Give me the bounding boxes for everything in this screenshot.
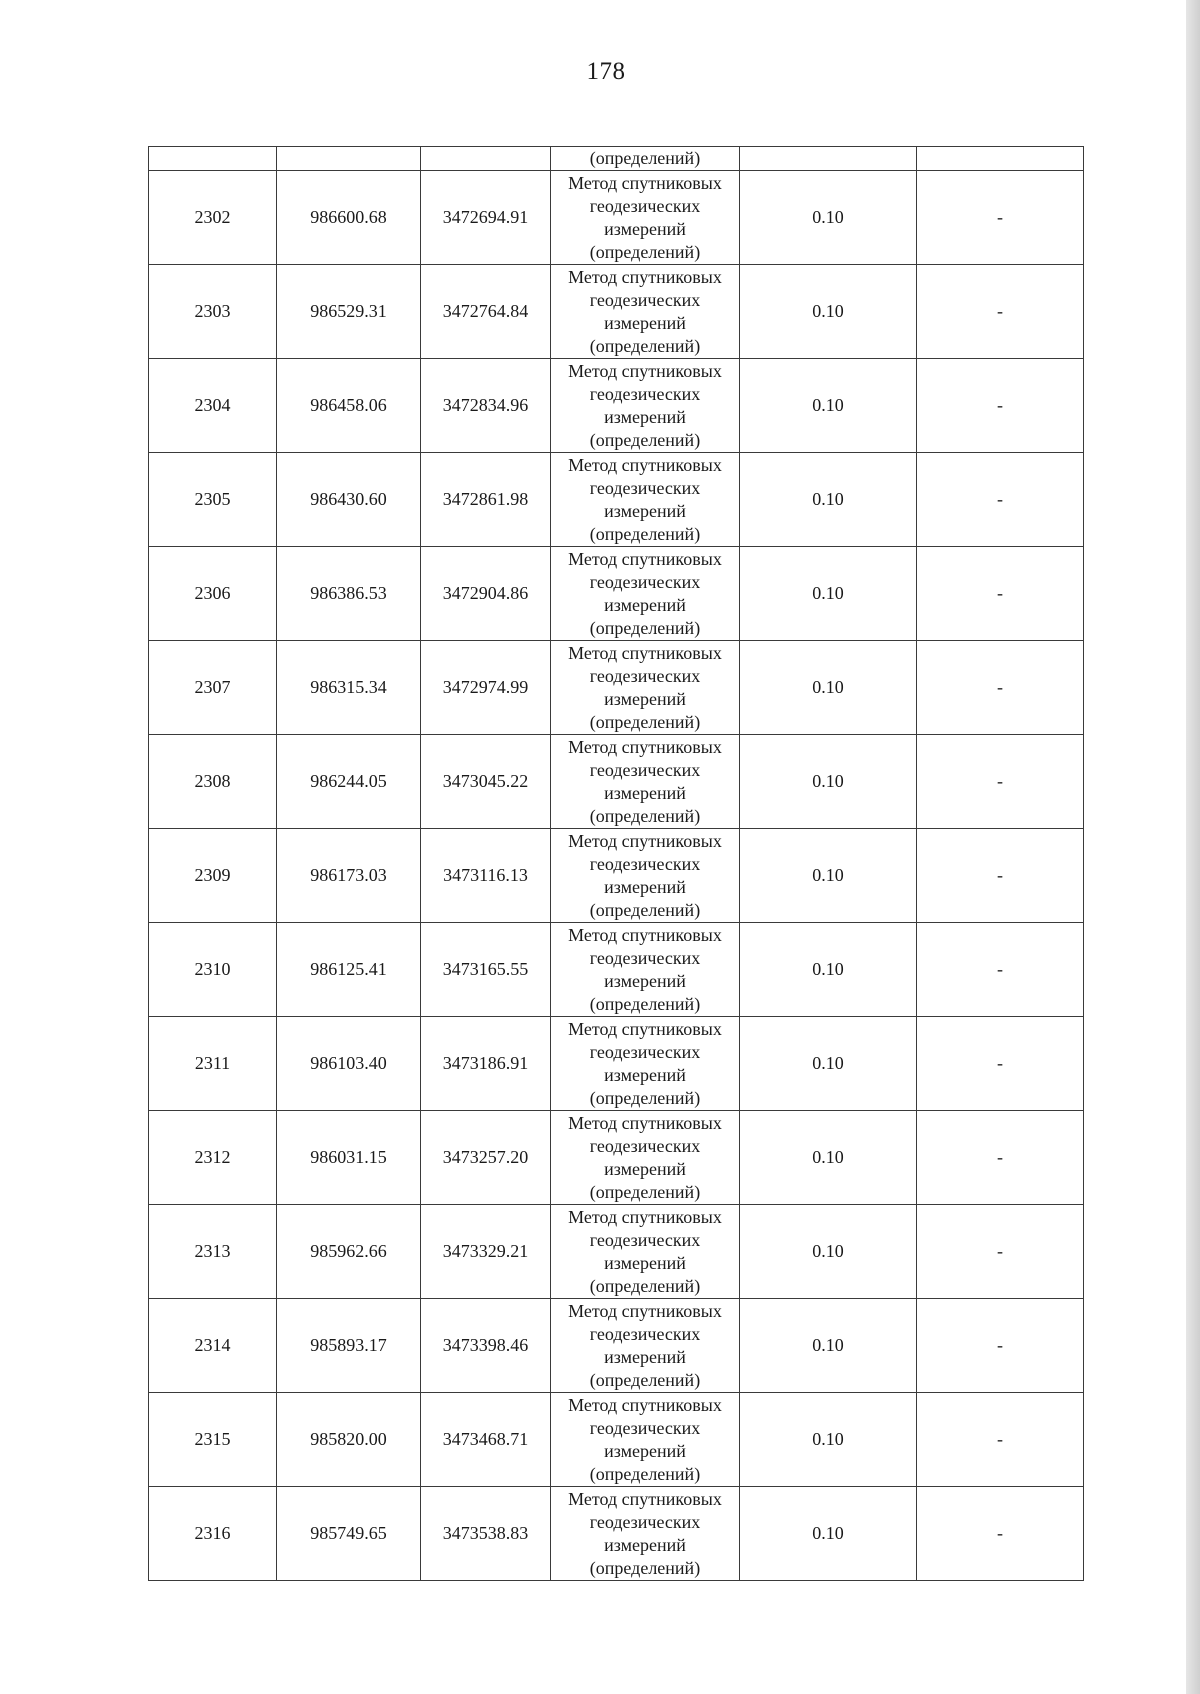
point-cell: 2310 — [149, 923, 277, 1017]
page-number: 178 — [586, 58, 626, 85]
note-cell: - — [917, 1205, 1084, 1299]
y-coordinate-cell: 3473165.55 — [421, 923, 551, 1017]
y-coordinate-cell: 3473116.13 — [421, 829, 551, 923]
method-line: измерений — [604, 970, 686, 991]
method-line: измерений — [604, 1158, 686, 1179]
note-cell: - — [917, 1393, 1084, 1487]
method-line: Метод спутниковых — [568, 266, 722, 287]
method-line: измерений — [604, 1440, 686, 1461]
method-cell — [551, 265, 740, 359]
method-line: (определений) — [589, 899, 701, 920]
method-line: (определений) — [589, 429, 701, 450]
table-row — [149, 453, 1084, 547]
table-row — [149, 1299, 1084, 1393]
x-coordinate-cell: 986386.53 — [277, 547, 421, 641]
accuracy-cell: 0.10 — [740, 735, 917, 829]
note-cell: - — [917, 735, 1084, 829]
method-line: измерений — [604, 594, 686, 615]
note-cell — [917, 147, 1084, 171]
accuracy-cell: 0.10 — [740, 1487, 917, 1581]
accuracy-cell: 0.10 — [740, 547, 917, 641]
note-cell: - — [917, 265, 1084, 359]
method-cell — [551, 1393, 740, 1487]
method-line: измерений — [604, 406, 686, 427]
method-line: Метод спутниковых — [568, 1300, 722, 1321]
method-line: измерений — [604, 688, 686, 709]
method-line: (определений) — [589, 711, 701, 732]
method-line: геодезических — [589, 1417, 701, 1438]
method-cell — [551, 453, 740, 547]
method-line: Метод спутниковых — [568, 736, 722, 757]
table-row — [149, 265, 1084, 359]
method-line: геодезических — [589, 195, 701, 216]
table-row — [149, 923, 1084, 1017]
method-line: Метод спутниковых — [568, 642, 722, 663]
method-line: геодезических — [589, 1135, 701, 1156]
y-coordinate-cell: 3473257.20 — [421, 1111, 551, 1205]
point-cell: 2309 — [149, 829, 277, 923]
x-cell — [277, 147, 421, 171]
method-line: геодезических — [589, 571, 701, 592]
accuracy-cell: 0.10 — [740, 453, 917, 547]
scan-edge-shadow — [1186, 0, 1200, 1694]
y-coordinate-cell: 3473045.22 — [421, 735, 551, 829]
note-cell: - — [917, 1487, 1084, 1581]
method-line: измерений — [604, 1064, 686, 1085]
method-line: Метод спутниковых — [568, 1206, 722, 1227]
method-cell — [551, 923, 740, 1017]
method-line: геодезических — [589, 477, 701, 498]
y-coordinate-cell: 3473468.71 — [421, 1393, 551, 1487]
method-line: геодезических — [589, 853, 701, 874]
point-cell: 2306 — [149, 547, 277, 641]
coordinates-table — [148, 146, 1084, 1581]
method-line: (определений) — [589, 993, 701, 1014]
x-coordinate-cell: 986529.31 — [277, 265, 421, 359]
accuracy-cell: 0.10 — [740, 923, 917, 1017]
method-line: Метод спутниковых — [568, 1488, 722, 1509]
method-line: (определений) — [589, 1181, 701, 1202]
y-coordinate-cell: 3472834.96 — [421, 359, 551, 453]
method-line: измерений — [604, 876, 686, 897]
method-line: измерений — [604, 782, 686, 803]
method-line: геодезических — [589, 947, 701, 968]
method-line: Метод спутниковых — [568, 924, 722, 945]
method-line: Метод спутниковых — [568, 1394, 722, 1415]
table-row — [149, 735, 1084, 829]
table-row — [149, 359, 1084, 453]
x-coordinate-cell: 986600.68 — [277, 171, 421, 265]
x-coordinate-cell: 986173.03 — [277, 829, 421, 923]
method-line: геодезических — [589, 289, 701, 310]
note-cell: - — [917, 641, 1084, 735]
method-line: геодезических — [589, 665, 701, 686]
x-coordinate-cell: 985820.00 — [277, 1393, 421, 1487]
method-cell — [551, 1205, 740, 1299]
method-line: Метод спутниковых — [568, 830, 722, 851]
method-line: (определений) — [589, 1463, 701, 1484]
method-line: (определений) — [589, 241, 701, 262]
note-cell: - — [917, 171, 1084, 265]
note-cell: - — [917, 453, 1084, 547]
accuracy-cell: 0.10 — [740, 1299, 917, 1393]
method-line: Метод спутниковых — [568, 360, 722, 381]
accuracy-cell: 0.10 — [740, 1017, 917, 1111]
method-line: Метод спутниковых — [568, 172, 722, 193]
accuracy-cell: 0.10 — [740, 171, 917, 265]
method-cell — [551, 1299, 740, 1393]
point-cell: 2307 — [149, 641, 277, 735]
note-cell: - — [917, 359, 1084, 453]
method-line: измерений — [604, 1534, 686, 1555]
table-row — [149, 1393, 1084, 1487]
method-cell — [551, 1487, 740, 1581]
accuracy-cell: 0.10 — [740, 1111, 917, 1205]
note-cell: - — [917, 1017, 1084, 1111]
y-coordinate-cell: 3472904.86 — [421, 547, 551, 641]
x-coordinate-cell: 986458.06 — [277, 359, 421, 453]
method-cell — [551, 829, 740, 923]
y-coordinate-cell: 3473186.91 — [421, 1017, 551, 1111]
table-row — [149, 1111, 1084, 1205]
note-cell: - — [917, 547, 1084, 641]
table-row — [149, 641, 1084, 735]
continuation-row — [149, 147, 1084, 171]
point-cell: 2304 — [149, 359, 277, 453]
point-cell: 2303 — [149, 265, 277, 359]
accuracy-cell — [740, 147, 917, 171]
point-cell: 2312 — [149, 1111, 277, 1205]
method-cell — [551, 171, 740, 265]
x-coordinate-cell: 985962.66 — [277, 1205, 421, 1299]
accuracy-cell: 0.10 — [740, 641, 917, 735]
y-coordinate-cell: 3473398.46 — [421, 1299, 551, 1393]
method-cell — [551, 359, 740, 453]
accuracy-cell: 0.10 — [740, 829, 917, 923]
y-coordinate-cell: 3472764.84 — [421, 265, 551, 359]
method-line: (определений) — [589, 805, 701, 826]
x-coordinate-cell: 986430.60 — [277, 453, 421, 547]
method-line: (определений) — [589, 1087, 701, 1108]
y-coordinate-cell: 3472861.98 — [421, 453, 551, 547]
method-cell — [551, 547, 740, 641]
y-coordinate-cell: 3472974.99 — [421, 641, 551, 735]
method-line: (определений) — [589, 1557, 701, 1578]
method-line: (определений) — [589, 1275, 701, 1296]
point-cell: 2311 — [149, 1017, 277, 1111]
table-row — [149, 547, 1084, 641]
point-cell: 2314 — [149, 1299, 277, 1393]
method-cell — [551, 1017, 740, 1111]
method-line: измерений — [604, 500, 686, 521]
point-cell: 2316 — [149, 1487, 277, 1581]
point-cell: 2315 — [149, 1393, 277, 1487]
accuracy-cell: 0.10 — [740, 359, 917, 453]
note-cell: - — [917, 1111, 1084, 1205]
table-row — [149, 1017, 1084, 1111]
method-line: геодезических — [589, 1229, 701, 1250]
method-cell: (определений) — [551, 147, 740, 171]
x-coordinate-cell: 986103.40 — [277, 1017, 421, 1111]
method-line: измерений — [604, 218, 686, 239]
x-coordinate-cell: 986031.15 — [277, 1111, 421, 1205]
accuracy-cell: 0.10 — [740, 1393, 917, 1487]
note-cell: - — [917, 1299, 1084, 1393]
method-line: (определений) — [589, 1369, 701, 1390]
method-line: Метод спутниковых — [568, 454, 722, 475]
point-cell: 2313 — [149, 1205, 277, 1299]
method-line: Метод спутниковых — [568, 1112, 722, 1133]
method-line: геодезических — [589, 759, 701, 780]
point-cell: 2308 — [149, 735, 277, 829]
table-row — [149, 171, 1084, 265]
accuracy-cell: 0.10 — [740, 1205, 917, 1299]
point-cell: 2305 — [149, 453, 277, 547]
method-line: Метод спутниковых — [568, 548, 722, 569]
point-cell: 2302 — [149, 171, 277, 265]
x-coordinate-cell: 986125.41 — [277, 923, 421, 1017]
method-line: (определений) — [589, 617, 701, 638]
y-coordinate-cell: 3472694.91 — [421, 171, 551, 265]
method-line: Метод спутниковых — [568, 1018, 722, 1039]
method-cell — [551, 735, 740, 829]
method-line: геодезических — [589, 1511, 701, 1532]
y-coordinate-cell: 3473329.21 — [421, 1205, 551, 1299]
table-row — [149, 829, 1084, 923]
method-line: (определений) — [589, 335, 701, 356]
x-coordinate-cell: 985893.17 — [277, 1299, 421, 1393]
method-line: измерений — [604, 1252, 686, 1273]
method-cell — [551, 641, 740, 735]
y-coordinate-cell: 3473538.83 — [421, 1487, 551, 1581]
table-row — [149, 1205, 1084, 1299]
method-line: геодезических — [589, 1041, 701, 1062]
x-coordinate-cell: 985749.65 — [277, 1487, 421, 1581]
method-line: геодезических — [589, 383, 701, 404]
note-cell: - — [917, 923, 1084, 1017]
method-cell — [551, 1111, 740, 1205]
table-row — [149, 1487, 1084, 1581]
y-cell — [421, 147, 551, 171]
method-line: измерений — [604, 1346, 686, 1367]
note-cell: - — [917, 829, 1084, 923]
x-coordinate-cell: 986315.34 — [277, 641, 421, 735]
method-line: измерений — [604, 312, 686, 333]
point-cell — [149, 147, 277, 171]
accuracy-cell: 0.10 — [740, 265, 917, 359]
method-line: (определений) — [589, 523, 701, 544]
coordinates-table-body — [149, 147, 1084, 1581]
x-coordinate-cell: 986244.05 — [277, 735, 421, 829]
method-line: геодезических — [589, 1323, 701, 1344]
